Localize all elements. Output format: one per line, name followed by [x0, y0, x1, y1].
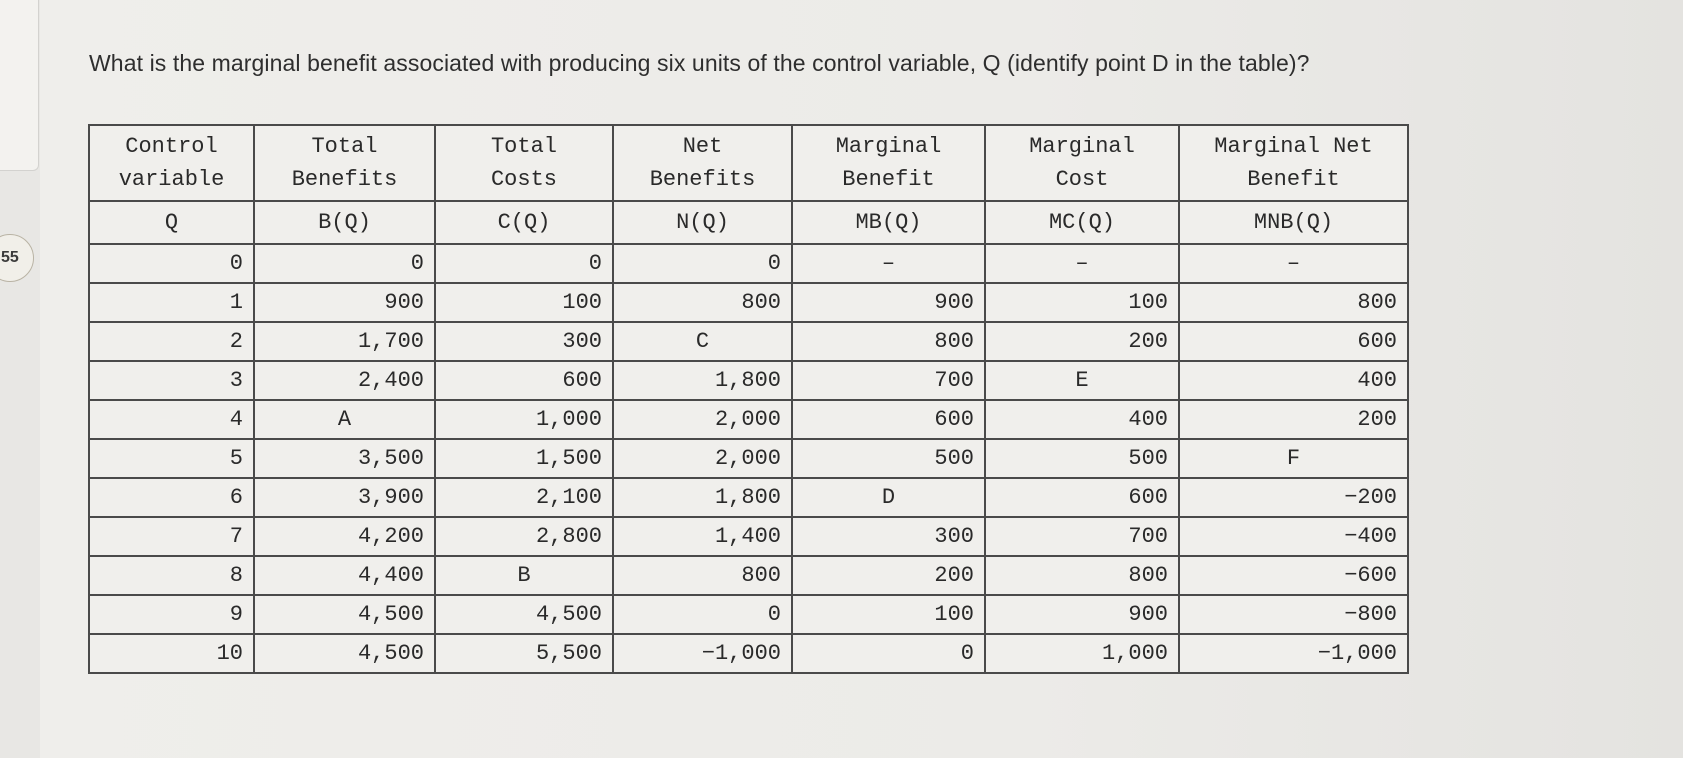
net-benefits-cell: 800 [613, 283, 792, 322]
total-benefits-cell: 3,900 [254, 478, 435, 517]
marginal-net-benefit-cell: −800 [1179, 595, 1408, 634]
marginal-cost-cell: 700 [985, 517, 1179, 556]
table-row [89, 400, 1408, 439]
q-cell: 10 [89, 634, 254, 673]
header-cell: Total Costs [435, 125, 613, 201]
total-costs-cell: 1,000 [435, 400, 613, 439]
total-costs-cell: 4,500 [435, 595, 613, 634]
marginal-net-benefit-cell: −200 [1179, 478, 1408, 517]
net-benefits-cell: 0 [613, 595, 792, 634]
q-cell: 0 [89, 244, 254, 283]
symbol-cell: MB(Q) [792, 201, 985, 244]
marginal-cost-cell: E [985, 361, 1179, 400]
marginal-cost-cell: 1,000 [985, 634, 1179, 673]
marginal-cost-cell: 100 [985, 283, 1179, 322]
marginal-net-benefit-cell: – [1179, 244, 1408, 283]
data-table [88, 124, 1409, 674]
total-benefits-cell: 4,500 [254, 595, 435, 634]
marginal-cost-cell: 500 [985, 439, 1179, 478]
symbol-cell: Q [89, 201, 254, 244]
net-benefits-cell: 800 [613, 556, 792, 595]
total-costs-cell: 300 [435, 322, 613, 361]
header-row [89, 125, 1408, 201]
q-cell: 2 [89, 322, 254, 361]
table-body [89, 244, 1408, 673]
table-row [89, 322, 1408, 361]
symbol-cell: MC(Q) [985, 201, 1179, 244]
header-cell: Marginal Cost [985, 125, 1179, 201]
total-costs-cell: 1,500 [435, 439, 613, 478]
table-row [89, 634, 1408, 673]
total-costs-cell: 2,800 [435, 517, 613, 556]
net-benefits-cell: 1,800 [613, 361, 792, 400]
total-costs-cell: 100 [435, 283, 613, 322]
net-benefits-cell: C [613, 322, 792, 361]
question-text: What is the marginal benefit associated with producing six units of the control variable, Q (identify point D in the table)? [89, 50, 1310, 76]
symbol-cell: N(Q) [613, 201, 792, 244]
table-row [89, 595, 1408, 634]
marginal-benefit-cell: 0 [792, 634, 985, 673]
net-benefits-cell: 1,800 [613, 478, 792, 517]
marginal-net-benefit-cell: 200 [1179, 400, 1408, 439]
table-row [89, 361, 1408, 400]
symbol-cell: B(Q) [254, 201, 435, 244]
marginal-cost-cell: – [985, 244, 1179, 283]
marginal-benefit-cell: 200 [792, 556, 985, 595]
total-benefits-cell: 900 [254, 283, 435, 322]
table-row [89, 556, 1408, 595]
net-benefits-cell: −1,000 [613, 634, 792, 673]
marginal-benefit-cell: 700 [792, 361, 985, 400]
marginal-benefit-cell: 800 [792, 322, 985, 361]
header-cell: Net Benefits [613, 125, 792, 201]
q-cell: 1 [89, 283, 254, 322]
marginal-net-benefit-cell: −1,000 [1179, 634, 1408, 673]
marginal-net-benefit-cell: 800 [1179, 283, 1408, 322]
q-cell: 4 [89, 400, 254, 439]
marginal-net-benefit-cell: 400 [1179, 361, 1408, 400]
marginal-net-benefit-cell: −400 [1179, 517, 1408, 556]
total-costs-cell: 2,100 [435, 478, 613, 517]
q-cell: 8 [89, 556, 254, 595]
marginal-cost-cell: 200 [985, 322, 1179, 361]
q-cell: 6 [89, 478, 254, 517]
total-benefits-cell: 1,700 [254, 322, 435, 361]
total-benefits-cell: 3,500 [254, 439, 435, 478]
marginal-cost-cell: 600 [985, 478, 1179, 517]
q-cell: 3 [89, 361, 254, 400]
total-costs-cell: 0 [435, 244, 613, 283]
marginal-net-benefit-cell: −600 [1179, 556, 1408, 595]
symbol-cell: C(Q) [435, 201, 613, 244]
net-benefits-cell: 0 [613, 244, 792, 283]
marginal-benefit-cell: 300 [792, 517, 985, 556]
total-benefits-cell: A [254, 400, 435, 439]
total-benefits-cell: 0 [254, 244, 435, 283]
q-cell: 5 [89, 439, 254, 478]
header-cell: Marginal Benefit [792, 125, 985, 201]
left-panel-edge [0, 0, 39, 171]
table-row [89, 439, 1408, 478]
marginal-cost-cell: 800 [985, 556, 1179, 595]
table-row [89, 244, 1408, 283]
q-cell: 7 [89, 517, 254, 556]
table-row [89, 283, 1408, 322]
marginal-benefit-cell: 100 [792, 595, 985, 634]
header-cell: Marginal Net Benefit [1179, 125, 1408, 201]
total-benefits-cell: 4,500 [254, 634, 435, 673]
marginal-benefit-cell: 900 [792, 283, 985, 322]
table-row [89, 478, 1408, 517]
marginal-benefit-cell: – [792, 244, 985, 283]
total-benefits-cell: 2,400 [254, 361, 435, 400]
total-benefits-cell: 4,400 [254, 556, 435, 595]
table-row [89, 517, 1408, 556]
question-number-badge[interactable] [0, 234, 34, 282]
total-costs-cell: B [435, 556, 613, 595]
marginal-net-benefit-cell: 600 [1179, 322, 1408, 361]
net-benefits-cell: 2,000 [613, 400, 792, 439]
total-costs-cell: 600 [435, 361, 613, 400]
question-number: 55 [1, 249, 19, 266]
total-costs-cell: 5,500 [435, 634, 613, 673]
net-benefits-cell: 2,000 [613, 439, 792, 478]
header-cell: Control variable [89, 125, 254, 201]
total-benefits-cell: 4,200 [254, 517, 435, 556]
marginal-net-benefit-cell: F [1179, 439, 1408, 478]
q-cell: 9 [89, 595, 254, 634]
marginal-cost-cell: 400 [985, 400, 1179, 439]
marginal-benefit-cell: 600 [792, 400, 985, 439]
symbol-row [89, 201, 1408, 244]
marginal-cost-cell: 900 [985, 595, 1179, 634]
marginal-benefit-cell: D [792, 478, 985, 517]
marginal-benefit-cell: 500 [792, 439, 985, 478]
header-cell: Total Benefits [254, 125, 435, 201]
symbol-cell: MNB(Q) [1179, 201, 1408, 244]
net-benefits-cell: 1,400 [613, 517, 792, 556]
